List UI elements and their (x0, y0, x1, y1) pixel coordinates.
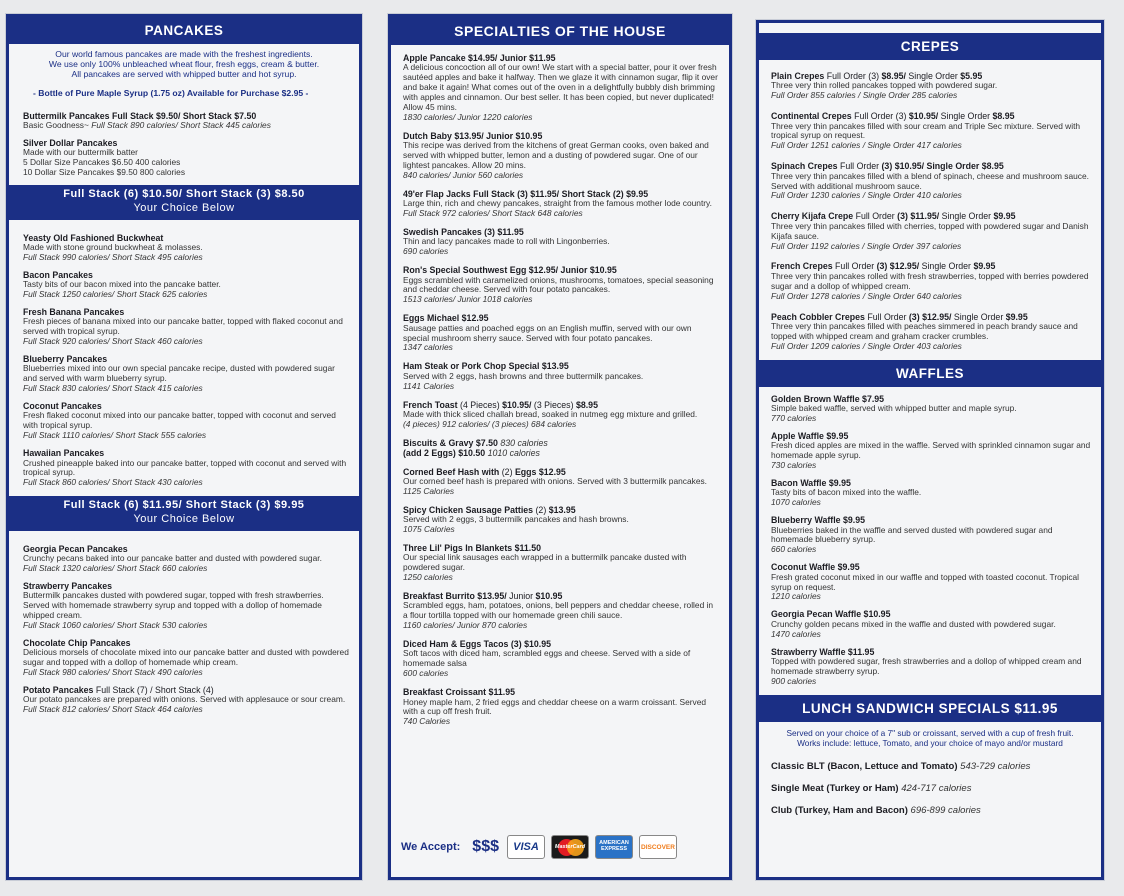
item-calories: Full Stack 980 calories/ Short Stack 490 calories (23, 667, 203, 678)
item-calories: 660 calories (771, 544, 817, 555)
item-desc: Large thin, rich and chewy pancakes, straight from the famous mother lode country. (403, 198, 712, 209)
item-price: $9.95 (973, 261, 996, 272)
item-desc: Crunchy pecans baked into our pancake batter and dusted with powdered sugar. (23, 553, 322, 564)
pancakes-heading: PANCAKES (9, 17, 359, 44)
item-name: Golden Brown Waffle $7.95 (771, 393, 885, 404)
item-desc: Soft tacos with diced ham, scrambled eggs and cheese. Served with a side of homemade salsa (403, 648, 691, 669)
item-calories: Full Order 1278 calories / Single Order 640 calories (771, 290, 962, 301)
lunch-intro (759, 722, 1101, 750)
american-express-icon: AMERICAN EXPRESS (595, 835, 633, 859)
item-price: Eggs $12.95 (514, 466, 566, 477)
menu-item (391, 505, 729, 535)
menu-item (391, 227, 729, 257)
item-calories: 1010 calories (485, 448, 540, 459)
menu-item (759, 562, 1101, 602)
pancakes-panel (6, 14, 362, 880)
item-name: Ham Steak or Pork Chop Special $13.95 (403, 361, 569, 372)
payment-methods (401, 835, 677, 859)
item-calories: Full Order 1192 calories / Single Order 397 calories (771, 240, 962, 251)
menu-item (9, 448, 359, 488)
maple-syrup-note: - Bottle of Pure Maple Syrup (1.75 oz) Available for Purchase $2.95 - (33, 87, 309, 98)
item-name: Breakfast Burrito $13.95/ (403, 590, 507, 601)
item-name: Continental Crepes (771, 111, 852, 122)
item-calories: (4 pieces) 912 calories/ (3 pieces) 684 calories (403, 418, 577, 429)
item-price: (3) $10.95/ Single Order $8.95 (881, 161, 1004, 172)
item-portion: Single Order (951, 311, 1006, 322)
menu-item (9, 307, 359, 347)
menu-item (391, 639, 729, 679)
item-calories: Full Stack 1060 calories/ Short Stack 530 calories (23, 620, 208, 631)
item-calories: Full Order 855 calories / Single Order 285 calories (771, 90, 958, 101)
item-calories: Full Stack 890 calories/ Short Stack 445 calories (91, 120, 271, 130)
item-desc: Sausage patties and poached eggs on an English muffin, served with our own special mushroom sherry sauce. Served with four potato pancakes. (403, 322, 692, 343)
item-price: (3) $12.95/ (876, 261, 920, 272)
item-calories: 1160 calories/ Junior 870 calories (403, 620, 528, 631)
item-desc: Delicious morsels of chocolate mixed into our pancake batter and dusted with powdered sugar and topped with a dollop of homemade whip cream. (23, 647, 349, 668)
menu-item (391, 687, 729, 727)
item-desc: Made with thick sliced challah bread, soaked in nutmeg egg mixture and grilled. (403, 408, 698, 419)
item-portion: Full Order (837, 161, 882, 172)
item-option: 5 Dollar Size Pancakes $6.50 400 calories (23, 157, 181, 168)
menu-item (9, 638, 359, 678)
menu-item (9, 544, 359, 574)
item-calories: 770 calories (771, 412, 817, 423)
item-portion: Full Order (864, 311, 909, 322)
item-calories: 1075 Calories (403, 523, 455, 534)
menu-item (391, 543, 729, 583)
mastercard-icon: MasterCard (551, 835, 589, 859)
item-calories: Full Order 1230 calories / Single Order 410 calories (771, 190, 962, 201)
menu-item (759, 609, 1101, 639)
item-name: Apple Waffle $9.95 (771, 430, 849, 441)
item-calories: 424-717 calories (898, 782, 972, 794)
item-calories: Full Stack 972 calories/ Short Stack 648 calories (403, 208, 583, 219)
item-name: Peach Cobbler Crepes (771, 311, 865, 322)
item-desc: Three very thin pancakes rolled with fresh strawberries, topped with berries powdered sugar and a dollop of whipped cream. (771, 270, 1089, 291)
lunch-heading: LUNCH SANDWICH SPECIALS $11.95 (759, 695, 1101, 722)
item-portion: Single Order (905, 71, 961, 81)
cash-icon: $$$ (472, 838, 499, 855)
item-name: Corned Beef Hash with (403, 466, 500, 477)
group2-title: Full Stack (6) $11.95/ Short Stack (3) $9.95 (63, 499, 305, 512)
waffles-heading: WAFFLES (759, 360, 1101, 387)
item-calories: 830 calories (497, 437, 548, 448)
item-calories: 1347 calories (403, 342, 453, 353)
item-name: Blueberry Pancakes (23, 353, 108, 364)
item-price: (3) $11.95/ (897, 211, 940, 222)
item-calories: 1830 calories/ Junior 1220 calories (403, 111, 533, 122)
menu-item (759, 431, 1101, 471)
menu-item (759, 478, 1101, 508)
item-desc: Three very thin rolled pancakes topped with powdered sugar. (771, 80, 998, 91)
item-option: 10 Dollar Size Pancakes $9.50 800 calories (23, 167, 186, 178)
item-calories: 900 calories (771, 675, 817, 686)
item-portion: (2) (499, 466, 515, 477)
item-desc: This recipe was derived from the kitchens of great German cooks, oven baked and served with whipped butter, lemon and a dusting of powdered sugar. One of our lightest pancakes. Allow 20 mins. (403, 140, 709, 170)
item-calories: Full Stack 990 calories/ Short Stack 495 calories (23, 251, 203, 262)
item-desc: Fresh grated coconut mixed in our waffle and topped with toasted coconut. Tropical syrup on request. (771, 571, 1080, 592)
visa-icon: VISA (507, 835, 545, 859)
item-desc: Fresh diced apples are mixed in the waffle. Served with sprinkled cinnamon sugar and homemade apple syrup. (771, 440, 1091, 461)
item-name: French Toast (403, 399, 458, 410)
menu-item (759, 312, 1101, 352)
we-accept-label: We Accept: (401, 841, 461, 853)
item-desc: Topped with powdered sugar, fresh strawberries and a dollop of whipped cream and homemade strawberry syrup. (771, 655, 1082, 676)
item-name: Coconut Pancakes (23, 401, 102, 412)
item-name: Georgia Pecan Waffle $10.95 (771, 609, 891, 620)
item-desc: Thin and lacy pancakes made to roll with Lingonberries. (403, 236, 610, 247)
menu-item (759, 211, 1101, 251)
intro-line: Served on your choice of a 7" sub or croissant, served with a cup of fresh fruit. (786, 727, 1074, 738)
item-portion: Single Order (939, 211, 994, 222)
item-price: $13.95 (548, 504, 576, 515)
item-name: Bacon Pancakes (23, 269, 93, 280)
item-name: Spinach Crepes (771, 161, 838, 172)
item-desc: Served with 2 eggs, 3 buttermilk pancakes and hash browns. (403, 514, 629, 525)
pancakes-intro (9, 44, 359, 84)
item-desc: Fresh pieces of banana mixed into our pancake batter, topped with flaked coconut and served with tropical syrup. (23, 316, 343, 337)
item-calories: Full Stack 830 calories/ Short Stack 415 calories (23, 383, 203, 394)
item-name: Biscuits & Gravy $7.50 (403, 437, 498, 448)
item-calories: 543-729 calories (957, 760, 1031, 772)
menu-item (759, 394, 1101, 424)
item-calories: Full Stack 1320 calories/ Short Stack 660 calories (23, 563, 208, 574)
item-desc: Basic Goodness~ (23, 120, 89, 130)
item-portion: Single Order (938, 111, 993, 122)
item-price: $9.95 (993, 211, 1016, 222)
menu-item (9, 581, 359, 631)
crepes-heading: CREPES (759, 33, 1101, 60)
crepes-list (759, 60, 1101, 352)
menu-item (9, 270, 359, 300)
discover-icon: DISCOVER (639, 835, 677, 859)
menu-item (759, 261, 1101, 301)
item-desc: Three very thin pancakes filled with peaches simmered in peach brandy sauce and topped with whipped cream and graham cracker crumbles. (771, 320, 1078, 341)
menu-item (391, 591, 729, 631)
item-calories: 1141 Calories (403, 380, 455, 391)
item-name: Fresh Banana Pancakes (23, 306, 125, 317)
item-name: Strawberry Pancakes (23, 580, 112, 591)
item-name: Potato Pancakes (23, 685, 94, 696)
intro-line: We use only 100% unbleached wheat flour, fresh eggs, cream & butter. (48, 58, 320, 69)
group1-title: Full Stack (6) $10.50/ Short Stack (3) $8.50 (63, 188, 305, 200)
item-calories: 730 calories (771, 460, 817, 471)
item-name: Single Meat (Turkey or Ham) (771, 782, 899, 794)
item-name: Yeasty Old Fashioned Buckwheat (23, 232, 164, 243)
menu-item (391, 53, 729, 123)
item-portion: (3 Pieces) (531, 399, 576, 410)
item-desc: Simple baked waffle, served with whipped butter and maple syrup. (771, 403, 1017, 414)
item-price: $8.95 (992, 111, 1015, 122)
item-calories: 1210 calories (771, 591, 821, 602)
item-price: $8.95 (575, 399, 598, 410)
item-calories: 1070 calories (771, 497, 821, 508)
item-calories: 1250 calories (403, 572, 453, 583)
item-name: 49'er Flap Jacks Full Stack (3) $11.95/ Short Stack (2) $9.95 (403, 188, 649, 199)
item-name: Diced Ham & Eggs Tacos (3) $10.95 (403, 639, 551, 650)
item-name: Buttermilk Pancakes Full Stack $9.50/ Short Stack $7.50 (23, 110, 257, 121)
item-desc: Fresh flaked coconut mixed into our pancake batter, topped with coconut and served with tropical syrup. (23, 410, 336, 431)
item-portion: Single Order (919, 261, 974, 272)
item-desc: Three very thin pancakes filled with cherries, topped with powdered sugar and Danish Kijafa sauce. (771, 220, 1089, 241)
item-price: $10.95 (535, 590, 563, 601)
item-portion: Full Order (3) (824, 71, 882, 81)
item-name: French Crepes (771, 261, 833, 272)
item-name: Ron's Special Southwest Egg $12.95/ Junior $10.95 (403, 265, 617, 276)
item-name: Chocolate Chip Pancakes (23, 637, 131, 648)
item-name: Georgia Pecan Pancakes (23, 543, 128, 554)
item-desc: Our potato pancakes are prepared with onions. Served with applesauce or sour cream. (23, 694, 346, 705)
item-name: Plain Crepes (771, 71, 825, 81)
item-name: Eggs Michael $12.95 (403, 313, 489, 324)
item-price: $5.95 (960, 71, 983, 81)
item-calories: Full Stack 1110 calories/ Short Stack 555 calories (23, 430, 207, 441)
menu-item (391, 131, 729, 181)
item-name: Bacon Waffle $9.95 (771, 477, 851, 488)
item-desc: Made with stone ground buckwheat & molasses. (23, 241, 203, 252)
item-price: (3) $12.95/ (908, 311, 952, 322)
item-name: Spicy Chicken Sausage Patties (403, 504, 534, 515)
menu-item (391, 400, 729, 430)
item-name: Blueberry Waffle $9.95 (771, 515, 866, 526)
item-name: Club (Turkey, Ham and Bacon) (771, 804, 908, 816)
group2-list (9, 531, 359, 715)
item-name: Swedish Pancakes (3) $11.95 (403, 227, 524, 237)
item-calories: 600 calories (403, 668, 449, 679)
item-desc: Our corned beef hash is prepared with onions. Served with 3 buttermilk pancakes. (403, 475, 707, 486)
item-portion: (4 Pieces) (457, 399, 503, 410)
group1-banner (9, 185, 359, 220)
item-desc: Blueberries baked in the waffle and served dusted with powdered sugar and homemade blueberry syrup. (771, 524, 1053, 545)
item-portion: Full Order (832, 261, 877, 272)
menu-item (759, 783, 1101, 794)
item-desc: Crushed pineapple baked into our pancake batter, topped with coconut and served with tropical syrup. (23, 457, 347, 478)
item-calories: Full Stack 812 calories/ Short Stack 464 calories (23, 704, 203, 715)
item-name: Dutch Baby $13.95/ Junior $10.95 (403, 130, 543, 141)
item-calories: 1470 calories (771, 628, 821, 639)
menu-item (391, 265, 729, 305)
menu-item (391, 438, 729, 459)
group1-list (9, 220, 359, 489)
item-name: Hawaiian Pancakes (23, 448, 105, 459)
item-desc: Honey maple ham, 2 fried eggs and cheddar cheese on a warm croissant. Served with a cup off fresh fruit. (403, 696, 707, 717)
menu-item (759, 161, 1101, 201)
item-desc: Tasty bits of our bacon mixed into the pancake batter. (23, 279, 221, 290)
group2-subtitle: Your Choice Below (133, 513, 235, 525)
item-calories: 1513 calories/ Junior 1018 calories (403, 294, 533, 305)
group1-subtitle: Your Choice Below (133, 201, 235, 214)
menu-item (391, 313, 729, 353)
item-portion: Full Stack (7) / Short Stack (4) (93, 685, 214, 696)
menu-item (391, 189, 729, 219)
item-calories: Full Stack 1250 calories/ Short Stack 625 calories (23, 288, 208, 299)
intro-line: All pancakes are served with whipped butter and hot syrup. (71, 68, 297, 79)
item-name: Silver Dollar Pancakes (23, 137, 118, 148)
item-desc: Made with our buttermilk batter (23, 147, 138, 158)
item-desc: Eggs scrambled with caramelized onions, mushrooms, tomatoes, special seasoning and cheddar cheese. Served with four potato pancakes. (403, 274, 714, 295)
item-name: Three Lil' Pigs In Blankets $11.50 (403, 542, 542, 553)
menu-item (9, 685, 359, 715)
item-price: $10.95/ (908, 111, 939, 122)
menu-item (759, 805, 1101, 816)
item-calories: 690 calories (403, 246, 449, 257)
item-desc: Scrambled eggs, ham, potatoes, onions, bell peppers and cheddar cheese, rolled in a flour tortilla topped with our homemade green chili sauce. (403, 600, 714, 621)
item-desc: Tasty bits of bacon mixed into the waffle. (771, 487, 922, 498)
item-calories: 840 calories/ Junior 560 calories (403, 169, 524, 180)
group2-banner (9, 496, 359, 531)
item-calories: 740 Calories (403, 716, 451, 727)
item-calories: Full Stack 860 calories/ Short Stack 430 calories (23, 477, 203, 488)
menu-item (759, 647, 1101, 687)
menu-item (759, 515, 1101, 555)
item-portion: Junior (506, 590, 536, 601)
item-portion: Full Order (3) (851, 111, 909, 122)
item-portion: Full Order (853, 211, 898, 222)
crepes-waffles-panel (756, 20, 1104, 880)
item-name: Classic BLT (Bacon, Lettuce and Tomato) (771, 760, 958, 772)
item-price: $9.95 (1005, 311, 1028, 322)
item-calories: Full Stack 920 calories/ Short Stack 460 calories (23, 336, 203, 347)
intro-line: Our world famous pancakes are made with the freshest ingredients. (55, 49, 313, 59)
item-desc: Buttermilk pancakes dusted with powdered sugar, topped with fresh strawberries. Served with homemade strawberry syrup and topped with a dollop of homemade whipped cream. (23, 590, 324, 621)
waffles-list (759, 394, 1101, 687)
item-desc: A delicious concoction all of our own! We start with a special batter, pour it over fresh sautéed apples and bake it halfway. Then we glaze it with cinnamon sugar, flip it over and bake it again! What comes out of the oven in a delightfully bubbly dish brimming with apples and cinnamon. Our best seller. It has been copied, but never duplicated! Allow 45 mins. (403, 62, 718, 112)
item-calories: 1125 Calories (403, 485, 455, 496)
item-name: Breakfast Croissant $11.95 (403, 687, 515, 698)
item-name: Cherry Kijafa Crepe (771, 211, 854, 222)
item-desc: Three very thin pancakes filled with sour cream and Triple Sec mixture. Served with tropical syrup on request. (771, 120, 1081, 141)
item-name: Strawberry Waffle $11.95 (771, 646, 875, 657)
menu-item (9, 401, 359, 441)
item-calories: Full Order 1209 calories / Single Order 403 calories (771, 340, 962, 351)
item-portion: (2) (533, 504, 549, 515)
specialties-heading: SPECIALTIES OF THE HOUSE (391, 17, 729, 45)
item-price: $8.95/ (881, 71, 906, 81)
item-option: (add 2 Eggs) $10.50 (403, 448, 486, 459)
item-name: Apple Pancake $14.95/ Junior $11.95 (403, 53, 556, 63)
intro-line: Works include: lettuce, Tomato, and your choice of mayo and/or mustard (797, 737, 1063, 748)
item-desc: Blueberries mixed into our own special pancake recipe, dusted with powdered sugar and served with warm blueberry syrup. (23, 363, 335, 384)
menu-item (391, 467, 729, 497)
item-calories: 696-899 calories (907, 804, 981, 816)
menu-item (391, 361, 729, 391)
item-calories: Full Order 1251 calories / Single Order 417 calories (771, 140, 962, 151)
menu-item (9, 233, 359, 263)
menu-item (759, 111, 1101, 151)
item-desc: Three very thin pancakes filled with a blend of spinach, cheese and mushroom sauce. Served with additional mushroom sauce. (771, 170, 1089, 191)
item-name: Coconut Waffle $9.95 (771, 562, 860, 573)
specialties-panel (388, 14, 732, 880)
menu-item (759, 71, 1101, 101)
menu-item (759, 761, 1101, 772)
menu-item (9, 354, 359, 394)
item-desc: Crunchy golden pecans mixed in the waffle and dusted with powdered sugar. (771, 618, 1056, 629)
item-desc: Served with 2 eggs, hash browns and three buttermilk pancakes. (403, 370, 644, 381)
menu-item (9, 111, 359, 131)
menu-item (9, 138, 359, 178)
item-price: $10.95/ (502, 399, 532, 410)
item-desc: Our special link sausages each wrapped in a buttermilk pancake dusted with powdered sugar. (403, 552, 687, 573)
